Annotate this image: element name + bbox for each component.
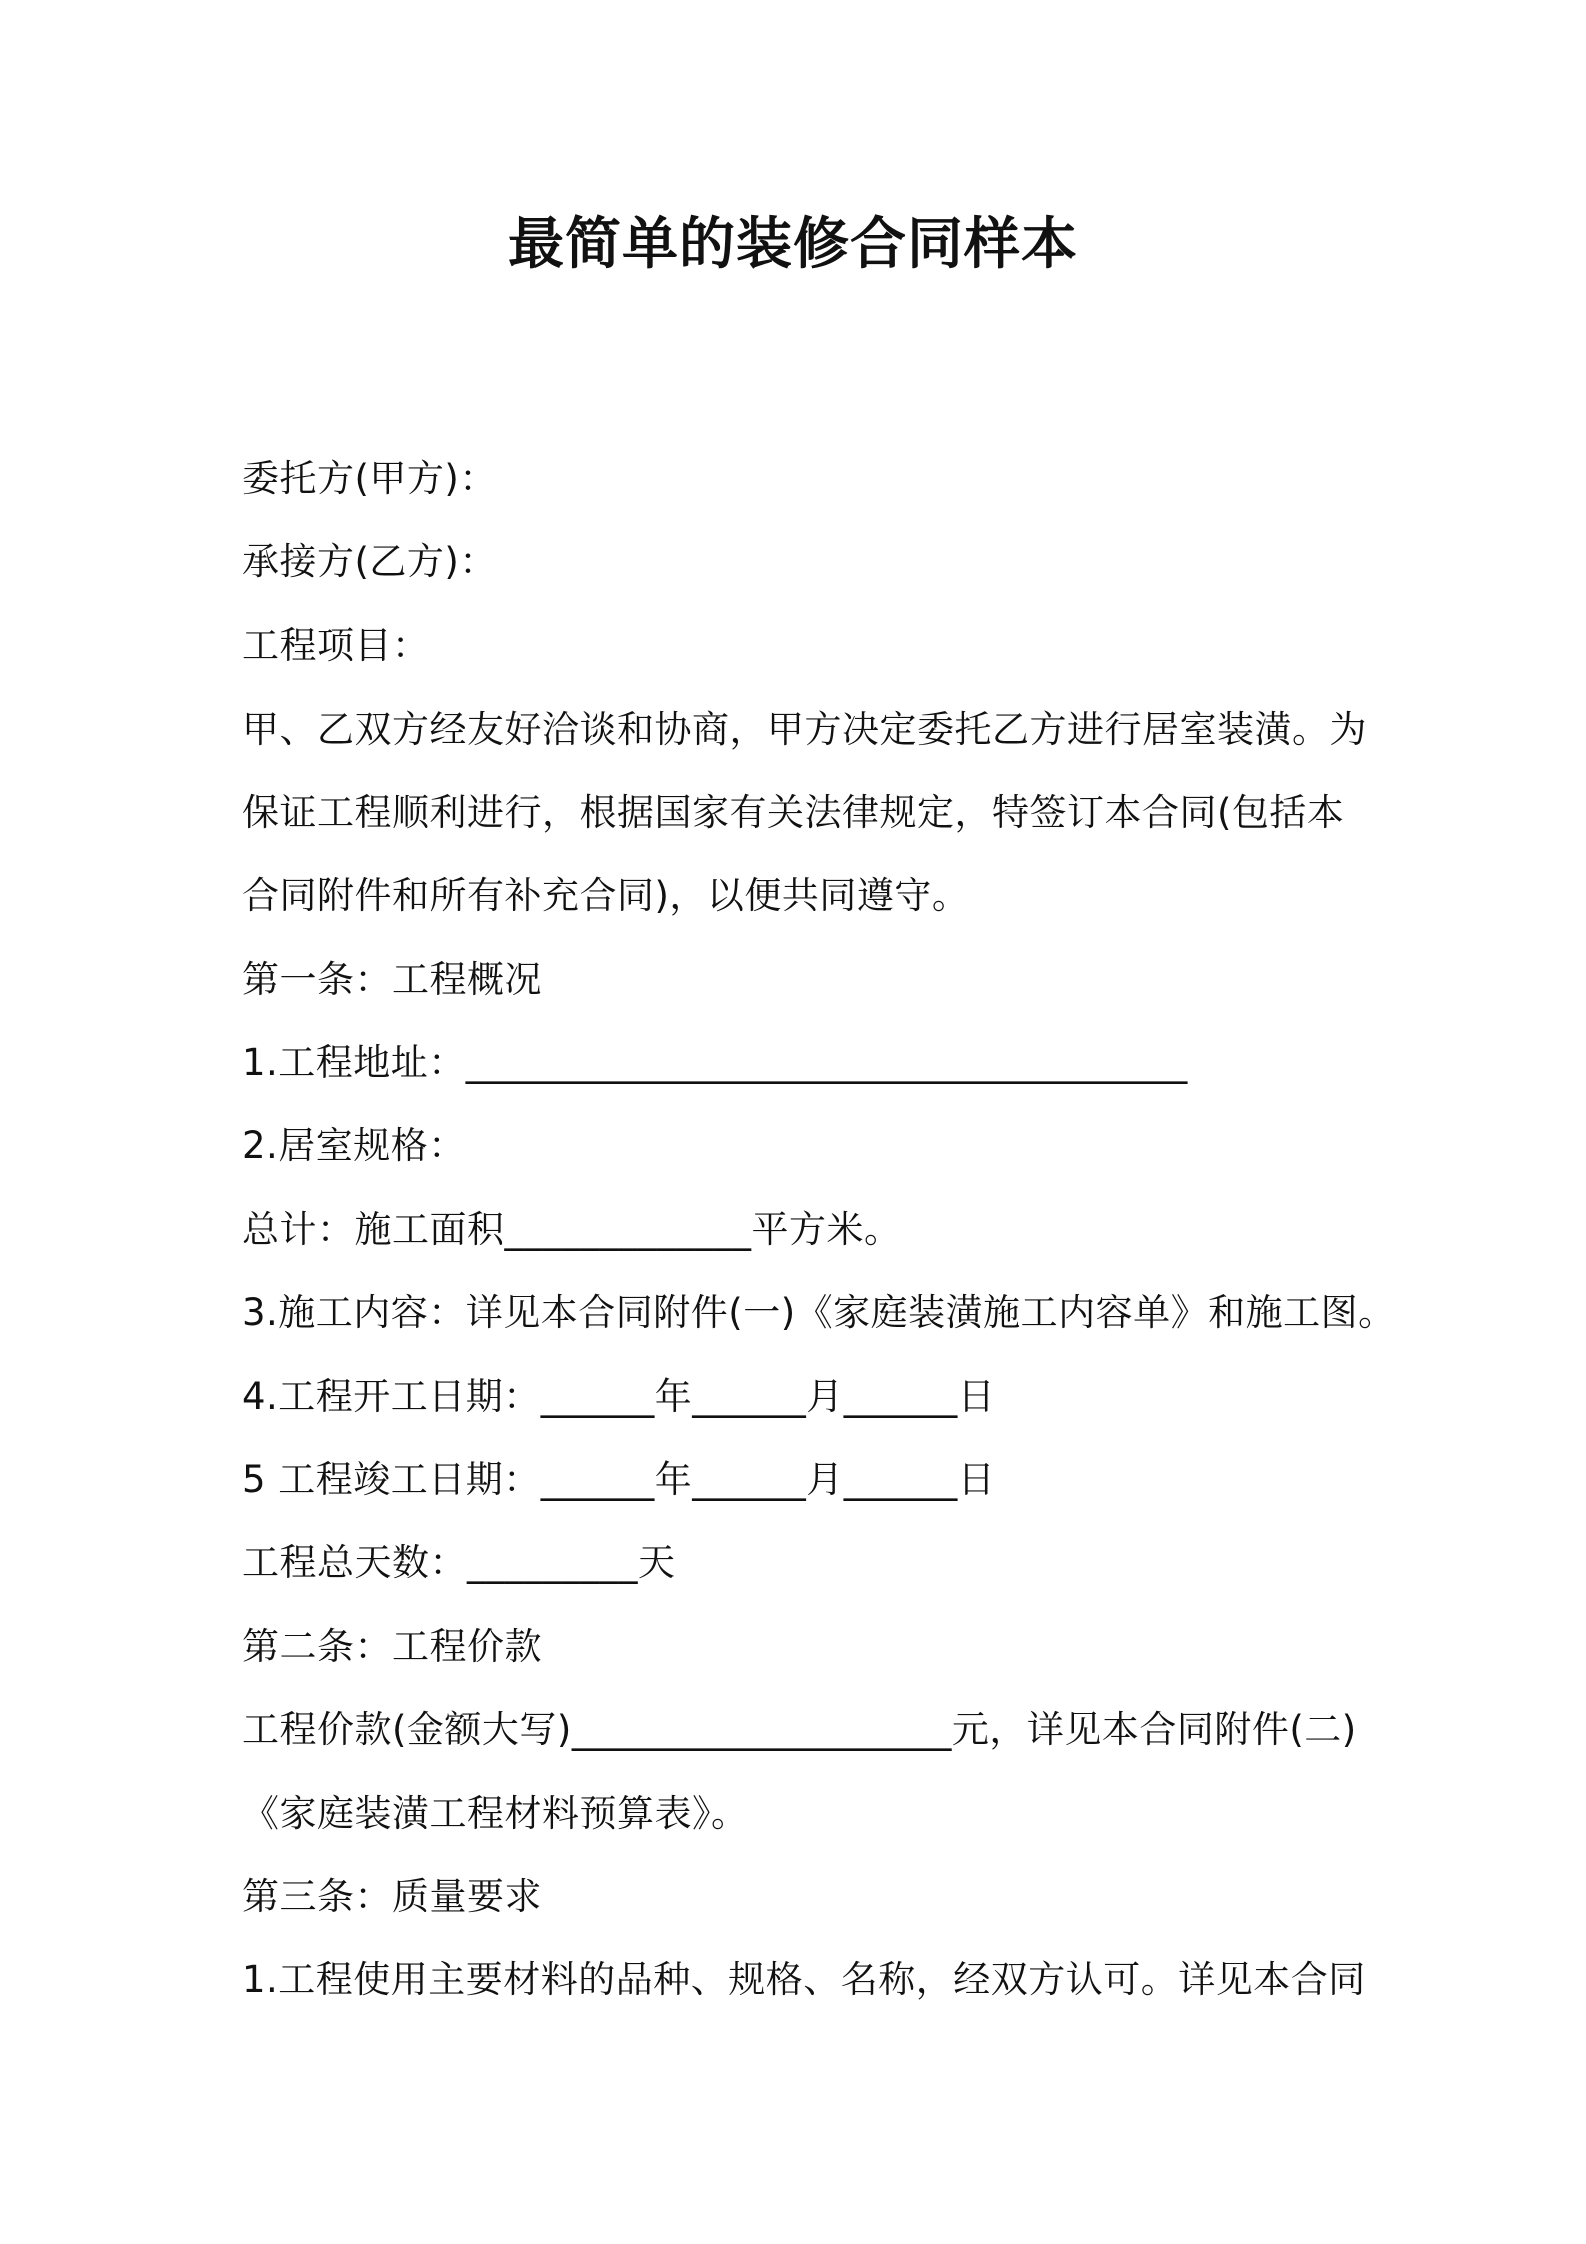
start-date-line: 4.工程开工日期：______年______月______日 xyxy=(242,1375,996,1418)
total-area-line: 总计：施工面积_____________平方米。 xyxy=(242,1208,902,1251)
price-line-2: 《家庭装潢工程材料预算表》。 xyxy=(242,1792,749,1835)
preamble-line-1: 甲、乙双方经友好洽谈和协商，甲方决定委托乙方进行居室装潢。为 xyxy=(242,708,1367,751)
project-address-line: 1.工程地址：______________________________________ xyxy=(242,1041,1188,1084)
party-a-line: 委托方(甲方)： xyxy=(242,457,497,500)
article-2-heading: 第二条：工程价款 xyxy=(242,1625,542,1668)
quality-line-1: 1.工程使用主要材料的品种、规格、名称，经双方认可。详见本合同 xyxy=(242,1958,1366,2001)
completion-date-line: 5 工程竣工日期：______年______月______日 xyxy=(242,1458,996,1501)
construction-content-line: 3.施工内容：详见本合同附件(一)《家庭装潢施工内容单》和施工图。 xyxy=(242,1291,1396,1334)
room-spec-line: 2.居室规格： xyxy=(242,1124,466,1167)
party-b-line: 承接方(乙方)： xyxy=(242,540,497,583)
price-line-1: 工程价款(金额大写)____________________元，详见本合同附件(二) xyxy=(242,1708,1357,1751)
project-line: 工程项目： xyxy=(242,624,430,667)
total-days-line: 工程总天数：_________天 xyxy=(242,1541,676,1584)
article-1-heading: 第一条：工程概况 xyxy=(242,958,542,1001)
article-3-heading: 第三条：质量要求 xyxy=(242,1875,542,1918)
preamble-line-3: 合同附件和所有补充合同)，以便共同遵守。 xyxy=(242,874,970,917)
document-title: 最简单的装修合同样本 xyxy=(508,212,1078,277)
preamble-line-2: 保证工程顺利进行，根据国家有关法律规定，特签订本合同(包括本 xyxy=(242,791,1345,834)
